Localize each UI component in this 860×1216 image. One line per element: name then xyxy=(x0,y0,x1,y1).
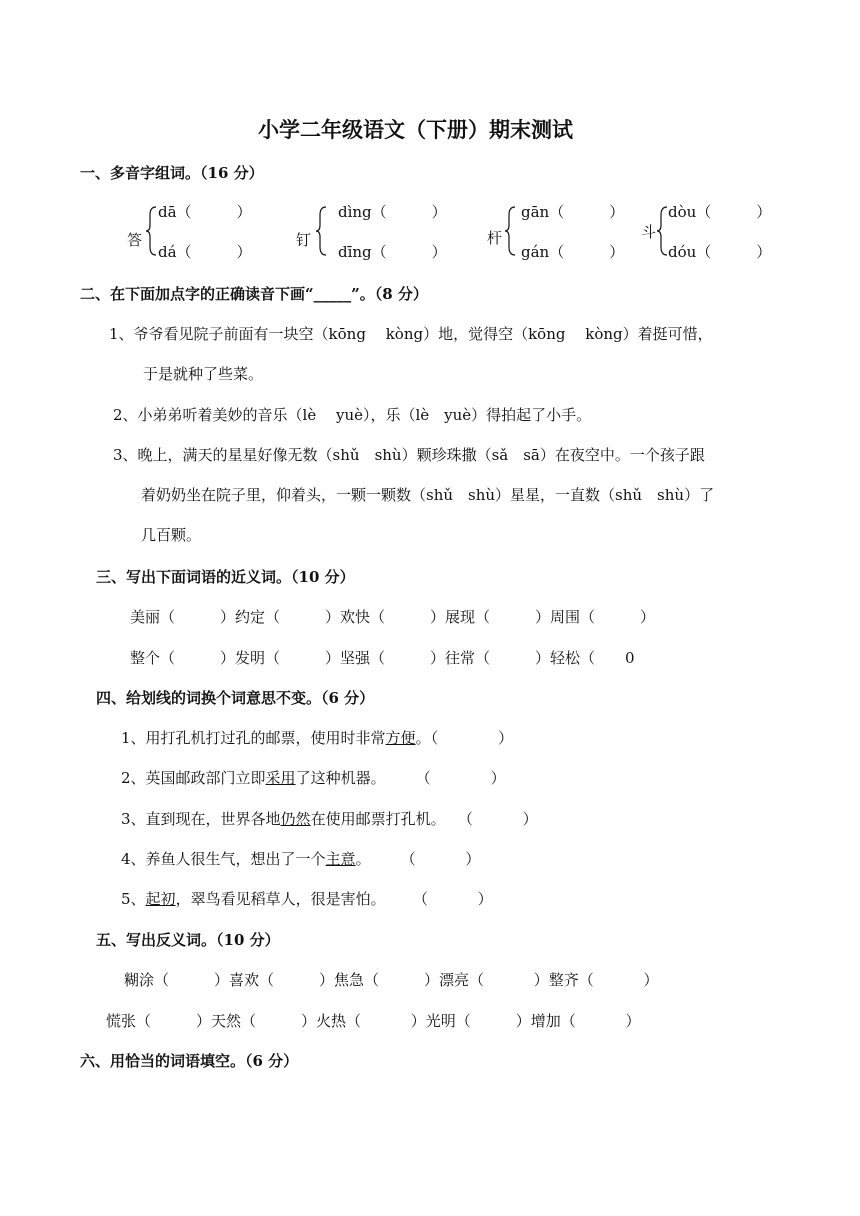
brace-icon xyxy=(316,205,328,257)
pinyin-bottom: gán（ ） xyxy=(521,243,625,261)
question-line: 2、小弟弟听着美妙的音乐（lè yuè），乐（lè yuè）得拍起了小手。 xyxy=(113,406,592,424)
section2-heading: 二、在下面加点字的正确读音下画“_____”。（8 分） xyxy=(80,285,428,303)
question-line: 3、晚上，满天的星星好像无数（shǔ shù）颗珍珠撒（sǎ sā）在夜空中。一个孩子跟 xyxy=(113,446,705,464)
word-row: 糊涂（ ）喜欢（ ）焦急（ ）漂亮（ ）整齐（ ） xyxy=(124,971,659,989)
brace-icon xyxy=(505,205,517,257)
brace-icon xyxy=(146,205,158,257)
section1-heading: 一、多音字组词。（16 分） xyxy=(80,164,264,182)
underlined-word: 起初 xyxy=(145,890,176,908)
question-line: 1、用打孔机打过孔的邮票，使用时非常方便。（ ） xyxy=(121,729,514,747)
question-line: 5、起初，翠鸟看见稻草人，很是害怕。 （ ） xyxy=(121,890,493,908)
polyphone-char: 斗 xyxy=(641,223,657,241)
pinyin-top: gān（ ） xyxy=(521,203,625,221)
question-line: 着奶奶坐在院子里，仰着头，一颗一颗数（shǔ shù）星星，一直数（shǔ shù）了 xyxy=(141,486,715,504)
underlined-word: 采用 xyxy=(265,769,296,787)
polyphone-char: 杆 xyxy=(487,229,503,247)
pinyin-bottom: dīng（ ） xyxy=(338,243,447,261)
question-line: 2、英国邮政部门立即采用了这种机器。 （ ） xyxy=(121,769,506,787)
word-row: 整个（ ）发明（ ）坚强（ ）往常（ ）轻松（ 0 xyxy=(130,649,635,667)
pinyin-top: dìng（ ） xyxy=(338,203,447,221)
polyphone-char: 钉 xyxy=(296,231,312,249)
page-title: 小学二年级语文（下册）期末测试 xyxy=(258,117,573,142)
section4-heading: 四、给划线的词换个词意思不变。（6 分） xyxy=(96,689,375,707)
pinyin-top: dā（ ） xyxy=(158,203,252,221)
underlined-word: 方便 xyxy=(385,729,416,747)
word-row: 慌张（ ）天然（ ）火热（ ）光明（ ）增加（ ） xyxy=(106,1012,641,1030)
underlined-word: 仍然 xyxy=(280,810,311,828)
section5-heading: 五、写出反义词。（10 分） xyxy=(96,931,280,949)
question-line: 4、养鱼人很生气，想出了一个主意。 （ ） xyxy=(121,850,481,868)
pinyin-bottom: dá（ ） xyxy=(158,243,252,261)
polyphone-char: 答 xyxy=(127,231,143,249)
pinyin-top: dòu（ ） xyxy=(668,203,772,221)
question-line: 3、直到现在，世界各地仍然在使用邮票打孔机。 （ ） xyxy=(121,810,538,828)
section6-heading: 六、用恰当的词语填空。（6 分） xyxy=(80,1052,299,1070)
underlined-word: 主意 xyxy=(325,850,356,868)
pinyin-bottom: dóu（ ） xyxy=(668,243,772,261)
question-line: 1、爷爷看见院子前面有一块空（kōng kòng）地，觉得空（kōng kòng）着挺可惜， xyxy=(109,325,713,343)
question-line: 于是就种了些菜。 xyxy=(143,365,264,383)
question-line: 几百颗。 xyxy=(141,526,202,544)
word-row: 美丽（ ）约定（ ）欢快（ ）展现（ ）周围（ ） xyxy=(130,608,656,626)
section3-heading: 三、写出下面词语的近义词。（10 分） xyxy=(96,568,355,586)
